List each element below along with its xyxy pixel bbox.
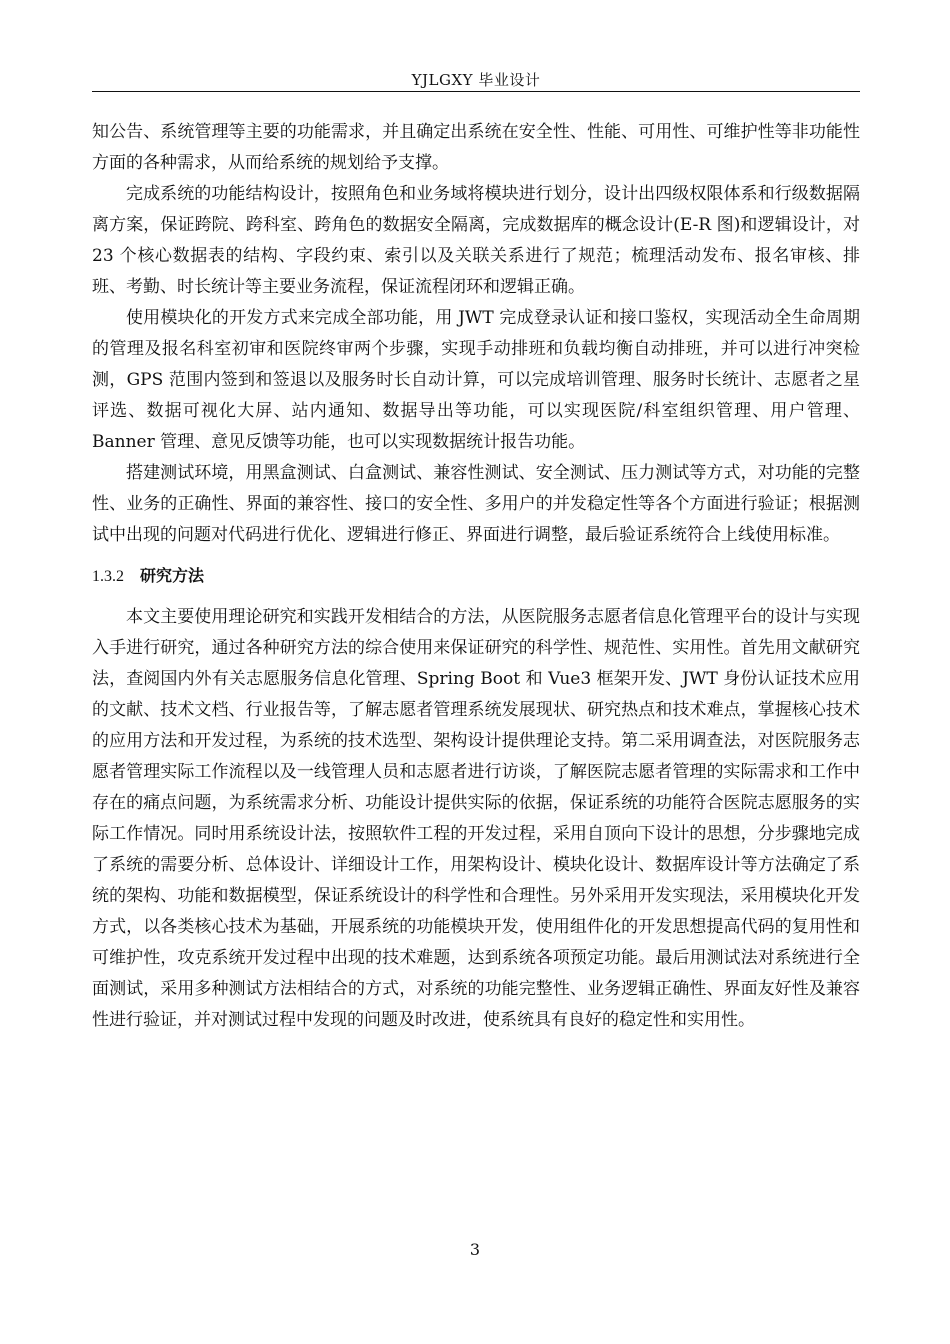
paragraph-testing: 搭建测试环境，用黑盒测试、白盒测试、兼容性测试、安全测试、压力测试等方式，对功能的完整性、业务的正确性、界面的兼容性、接口的安全性、多用户的并发稳定性等各个方面进行验证；根据测试中出现的问题对代码进行优化、逻辑进行修正、界面进行调整，最后验证系统符合上线使用标准。 bbox=[92, 463, 860, 545]
paragraph-continued: 知公告、系统管理等主要的功能需求，并且确定出系统在安全性、性能、可用性、可维护性等非功能性方面的各种需求，从而给系统的规划给予支撑。 bbox=[92, 122, 860, 173]
body-text bbox=[92, 117, 860, 1036]
page-header: YJLGXY 毕业设计 bbox=[411, 71, 541, 89]
section-title: 研究方法 bbox=[140, 566, 205, 585]
paragraph-implementation: 使用模块化的开发方式来完成全部功能，用 JWT 完成登录认证和接口鉴权，实现活动全生命周期的管理及报名科室初审和医院终审两个步骤，实现手动排班和负载均衡自动排班，并可以进行冲突检测，GPS 范围内签到和签退以及服务时长自动计算，可以完成培训管理、服务时长统计、志愿者之星评选、数据可视化大屏、站内通知、数据导出等功能，可以实现医院/科室组织管理、用户管理、Banner 管理、意见反馈等功能，也可以实现数据统计报告功能。 bbox=[92, 308, 860, 452]
section-heading bbox=[92, 560, 860, 593]
header-rule bbox=[92, 91, 860, 92]
paragraph-function-design: 完成系统的功能结构设计，按照角色和业务域将模块进行划分，设计出四级权限体系和行级数据隔离方案，保证跨院、跨科室、跨角色的数据安全隔离，完成数据库的概念设计(E-R 图)和逻辑设计，对 23 个核心数据表的结构、字段约束、索引以及关联关系进行了规范；梳理活动发布、报名审核、排班、考勤、时长统计等主要业务流程，保证流程闭环和逻辑正确。 bbox=[92, 184, 860, 297]
page-number: 3 bbox=[469, 1240, 481, 1259]
paragraph-research-methods: 本文主要使用理论研究和实践开发相结合的方法，从医院服务志愿者信息化管理平台的设计与实现入手进行研究，通过各种研究方法的综合使用来保证研究的科学性、规范性、实用性。首先用文献研究法，查阅国内外有关志愿服务信息化管理、Spring Boot 和 Vue3 框架开发、JWT 身份认证技术应用的文献、技术文档、行业报告等，了解志愿者管理系统发展现状、研究热点和技术难点，掌握核心技术的应用方法和开发过程，为系统的技术选型、架构设计提供理论支持。第二采用调查法，对医院服务志愿者管理实际工作流程以及一线管理人员和志愿者进行访谈，了解医院志愿者管理的实际需求和工作中存在的痛点问题，为系统需求分析、功能设计提供实际的依据，保证系统的功能符合医院志愿服务的实际工作情况。同时用系统设计法，按照软件工程的开发过程，采用自顶向下设计的思想，分步骤地完成了系统的需要分析、总体设计、详细设计工作，用架构设计、模块化设计、数据库设计等方法确定了系统的架构、功能和数据模型，保证系统设计的科学性和合理性。另外采用开发实现法，采用模块化开发方式，以各类核心技术为基础，开展系统的功能模块开发，使用组件化的开发思想提高代码的复用性和可维护性，攻克系统开发过程中出现的技术难题，达到系统各项预定功能。最后用测试法对系统进行全面测试，采用多种测试方法相结合的方式，对系统的功能完整性、业务逻辑正确性、界面友好性及兼容性进行验证，并对测试过程中发现的问题及时改进，使系统具有良好的稳定性和实用性。 bbox=[92, 607, 860, 1030]
section-number: 1.3.2 bbox=[92, 568, 124, 585]
